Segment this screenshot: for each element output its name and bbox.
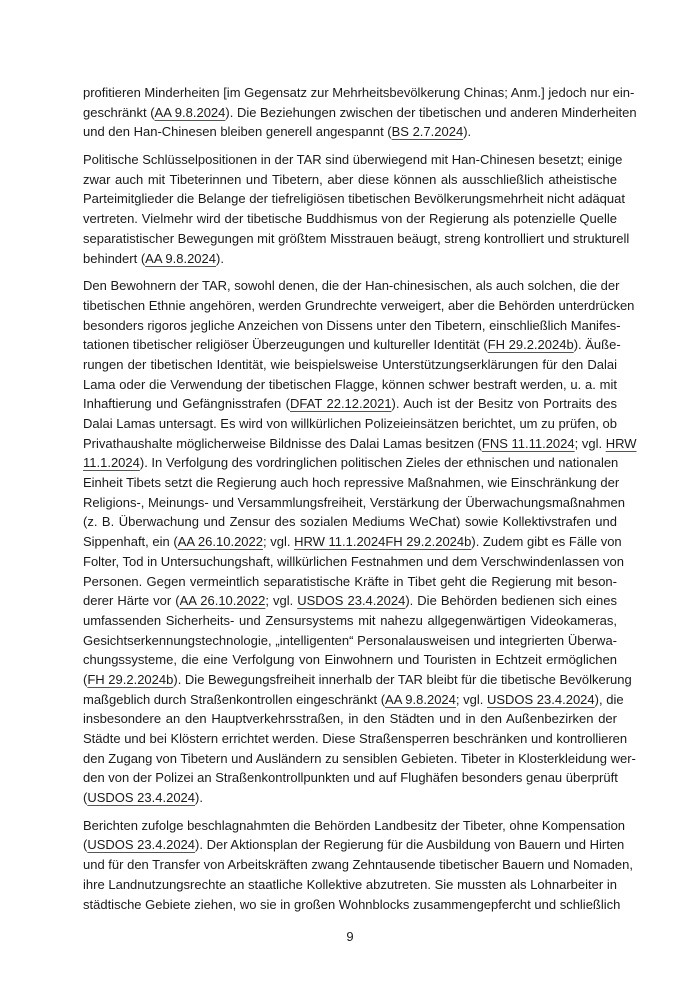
- text-line: [83, 532, 622, 552]
- text-segment: ).: [195, 790, 203, 806]
- text-segment: (: [83, 671, 88, 687]
- page-number: 9: [346, 929, 354, 944]
- text-segment: ; vgl.: [574, 435, 606, 451]
- text-line: [83, 150, 623, 170]
- text-segment: Folter, Tod in Untersuchungshaft, willkürlichen Festnahmen und dem Verschwindenlassen von: [83, 553, 625, 569]
- text-segment: Städte und bei Klöstern errichtet werden. Diese Straßensperren beschränken und kontrollieren: [83, 731, 628, 746]
- text-line: [83, 249, 617, 269]
- text-line: [83, 209, 617, 229]
- text-segment: separatistischer Bewegungen mit größtem Misstrauen beäugt, streng kontrolliert und strukturell: [83, 230, 630, 246]
- text-segment: Inhaftierung und Gefängnisstrafen (: [83, 396, 291, 412]
- text-line: [83, 473, 620, 493]
- text-segment: städtische Gebiete ziehen, wo sie in großen Wohnblocks zusammengepfercht und schließlich: [83, 896, 621, 912]
- citation-link[interactable]: 11.1.2024: [83, 455, 140, 471]
- text-segment: ). Die Bewegungsfreiheit innerhalb der TAR bleibt für die tibetische Bevölkerung: [173, 671, 632, 687]
- text-line: [83, 875, 617, 895]
- text-segment: Berichten zufolge beschlagnahmten die Behörden Landbesitz der Tibeter, ohne Kompensation: [83, 817, 626, 833]
- text-segment: ).: [463, 124, 472, 140]
- text-line: [83, 229, 630, 249]
- citation-link[interactable]: AA 26.10.2022: [177, 534, 263, 550]
- text-segment: Den Bewohnern der TAR, sowohl denen, die der Han-chinesischen, als auch solchen, die der: [83, 278, 620, 294]
- text-segment: Personen. Gegen vermeintlich separatistische Kräfte in Tibet geht die Regierung mit beson-: [83, 573, 617, 589]
- text-segment: Dalai Lamas untersagt. Es wird von willkürlichen Polizeieinsätzen berichtet, um zu prüfen, ob: [83, 416, 617, 431]
- text-segment: den von der Polizei an Straßenkontrollpunkten und auf Flughäfen besonders genau überprüft: [83, 770, 618, 786]
- citation-link[interactable]: AA 9.8.2024: [385, 691, 456, 707]
- citation-link[interactable]: HRW 11.1.2024FH 29.2.2024b: [294, 534, 472, 550]
- text-line: [83, 709, 617, 729]
- text-segment: Politische Schlüsselpositionen in der TAR sind überwiegend mit Han-Chinesen besetzt; einige: [83, 152, 623, 168]
- paragraph: [83, 150, 630, 268]
- text-segment: besonders rigoros jegliche Anzeichen von Dissens unter den Tibetern, einschließlich Manifes-: [83, 317, 621, 333]
- citation-link[interactable]: AA 9.8.2024: [154, 104, 226, 120]
- text-segment: rungen der tibetischen Identität, wie beispielsweise Unterstützungserklärungen für den Dalai: [83, 356, 617, 372]
- text-line: [83, 690, 624, 710]
- text-line: [83, 749, 636, 769]
- text-segment: Religions-, Meinungs- und Versammlungsfreiheit, Verstärkung der Überwachungsmaßnahmen: [83, 494, 625, 510]
- text-line: [83, 434, 637, 454]
- text-segment: und den Han-Chinesen bleiben generell angespannt (: [83, 124, 392, 140]
- text-segment: ; vgl.: [265, 593, 298, 609]
- text-segment: ). Die Behörden bedienen sich eines: [405, 593, 617, 609]
- paragraph: [83, 83, 637, 142]
- text-segment: tationen tibetischer religiöser Überzeugungen und kultureller Identität (: [83, 337, 488, 353]
- text-segment: zwar auch mit Tibeterinnen und Tibetern, aber diese können als ausschließlich atheistische: [83, 171, 617, 187]
- text-segment: ). Äuße-: [573, 337, 621, 353]
- paragraph: [83, 816, 633, 914]
- text-line: [83, 670, 632, 690]
- text-segment: tibetischen Ethnie angehören, werden Grundrechte verweigert, aber die Behörden unterdrücken: [83, 297, 635, 313]
- text-segment: umfassenden Sicherheits- und Zensursystems mit nahezu allgegenwärtigen Videokameras,: [83, 612, 617, 628]
- text-line: [83, 572, 617, 592]
- text-segment: ; vgl.: [455, 691, 487, 707]
- text-line: [83, 103, 637, 123]
- citation-link[interactable]: USDOS 23.4.2024: [87, 837, 196, 853]
- citation-link[interactable]: USDOS 23.4.2024: [87, 790, 196, 806]
- text-segment: ). Der Aktionsplan der Regierung für die Ausbildung von Bauern und Hirten: [195, 837, 625, 853]
- text-segment: ). Auch ist der Besitz von Portraits des: [391, 396, 617, 412]
- text-line: [83, 394, 617, 414]
- text-line: [83, 355, 617, 375]
- text-line: [83, 591, 617, 611]
- text-line: [83, 768, 617, 788]
- text-segment: (z. B. Überwachung und Zensur des sozialen Mediums WeChat) sowie Kollektivstrafen und: [83, 514, 617, 530]
- text-segment: ; vgl.: [263, 534, 295, 550]
- text-line: [83, 835, 625, 855]
- text-segment: chungssysteme, die eine Verfolgung von Einwohnern und Touristen in Echtzeit ermöglichen: [83, 652, 617, 668]
- text-line: [83, 189, 625, 209]
- text-segment: vertreten. Vielmehr wird der tibetische Buddhismus von der Regierung als potenzielle Quelle: [83, 211, 617, 227]
- text-line: [83, 493, 625, 513]
- text-line: [83, 453, 617, 473]
- citation-link[interactable]: FH 29.2.2024b: [487, 337, 574, 353]
- text-line: [83, 276, 620, 296]
- citation-link[interactable]: USDOS 23.4.2024: [297, 593, 406, 609]
- text-line: [83, 729, 628, 749]
- text-segment: (: [83, 837, 88, 853]
- text-segment: und für den Transfer von Arbeitskräften zwang Zehntausende tibetischer Bauern und Nomaden,: [83, 857, 633, 873]
- text-line: [83, 296, 635, 316]
- citation-link[interactable]: HRW: [605, 435, 637, 451]
- text-segment: Parteimitglieder die Belange der tiefreligiösen tibetischen Bevölkerungsmehrheit nicht adäquat: [83, 191, 625, 207]
- text-segment: ), die: [594, 691, 624, 707]
- text-segment: den Zugang von Tibetern und Ausländern zu sensiblen Gebieten. Tibeter in Klosterkleidung wer-: [83, 750, 636, 766]
- text-segment: ). In Verfolgung des vordringlichen politischen Zieles der ethnischen und nationalen: [139, 455, 619, 471]
- text-segment: behindert (: [83, 250, 146, 266]
- text-segment: (: [83, 790, 88, 806]
- text-segment: derer Härte vor (: [83, 593, 180, 609]
- document-page-body: [83, 83, 637, 922]
- text-line: [83, 650, 617, 670]
- text-line: [83, 611, 617, 631]
- citation-link[interactable]: AA 9.8.2024: [145, 250, 216, 266]
- text-segment: insbesondere an den Hauptverkehrsstraßen, in den Städten und in den Außenbezirken der: [83, 711, 617, 727]
- text-line: [83, 414, 617, 434]
- text-segment: Lama oder die Verwendung der tibetischen Flagge, können schwer bestraft werden, u. a. mit: [83, 376, 617, 392]
- text-segment: Sippenhaft, ein (: [83, 534, 178, 550]
- citation-link[interactable]: DFAT 22.12.2021: [290, 396, 392, 412]
- text-line: [83, 316, 621, 336]
- citation-link[interactable]: FNS 11.11.2024: [481, 435, 575, 451]
- citation-link[interactable]: AA 26.10.2022: [179, 593, 266, 609]
- text-line: [83, 170, 617, 190]
- text-line: [83, 631, 617, 651]
- text-segment: profitieren Minderheiten [im Gegensatz zur Mehrheitsbevölkerung Chinas; Anm.] jedoch nur ein-: [83, 85, 635, 100]
- text-line: [83, 816, 626, 836]
- citation-link[interactable]: USDOS 23.4.2024: [486, 691, 595, 707]
- text-line: [83, 512, 617, 532]
- paragraph: [83, 276, 637, 808]
- text-segment: ). Zudem gibt es Fälle von: [471, 534, 622, 550]
- text-segment: ). Die Beziehungen zwischen der tibetischen und anderen Minderheiten: [225, 104, 637, 120]
- text-line: [83, 122, 617, 142]
- text-segment: ihre Landnutzungsrechte an staatliche Kollektive abzutreten. Sie mussten als Lohnarbeiter in: [83, 876, 617, 892]
- text-line: [83, 895, 621, 915]
- text-segment: geschränkt (: [83, 104, 155, 120]
- text-line: [83, 335, 621, 355]
- text-segment: Einheit Tibets setzt die Regierung auch hoch repressive Maßnahmen, wie Einschränkung der: [83, 475, 620, 491]
- text-line: [83, 375, 617, 395]
- text-line: [83, 552, 625, 572]
- text-segment: maßgeblich durch Straßenkontrollen eingeschränkt (: [83, 691, 386, 707]
- text-line: [83, 855, 633, 875]
- text-line: [83, 83, 635, 103]
- text-segment: ).: [216, 250, 224, 266]
- text-segment: Gesichtserkennungstechnologie, „intelligenten“ Personalausweisen und integrierten Überwa-: [83, 632, 617, 648]
- citation-link[interactable]: FH 29.2.2024b: [87, 671, 174, 687]
- text-line: [83, 788, 617, 808]
- text-segment: Privathaushalte möglicherweise Bildnisse des Dalai Lamas besitzen (: [83, 435, 482, 451]
- citation-link[interactable]: BS 2.7.2024: [391, 124, 464, 140]
